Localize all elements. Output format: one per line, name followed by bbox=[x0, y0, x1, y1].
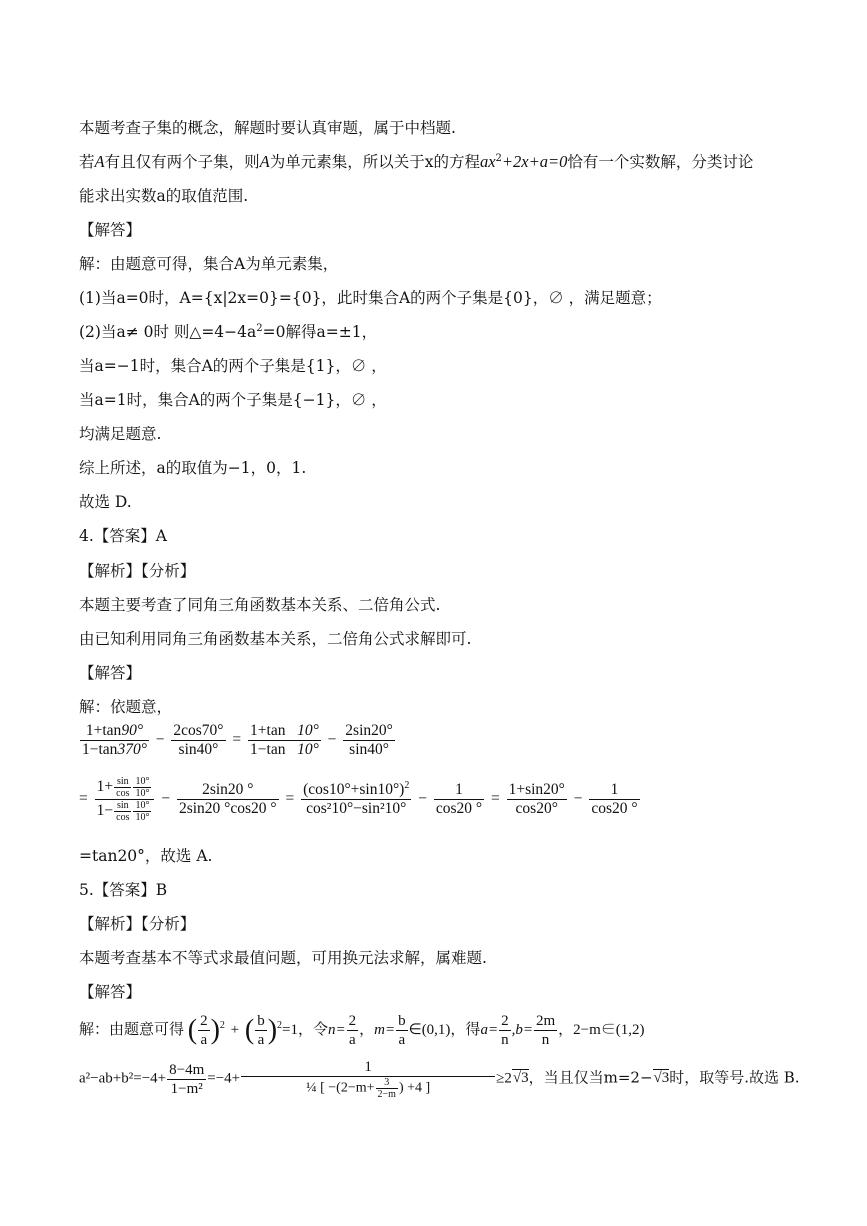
math-text: cos bbox=[116, 788, 130, 799]
math-text: sin bbox=[114, 800, 131, 812]
text-span: ，当且仅当m=2− bbox=[528, 1068, 653, 1087]
equation-line-1 bbox=[79, 722, 396, 759]
fraction bbox=[499, 1012, 511, 1049]
operator: − bbox=[155, 731, 165, 749]
math-text: 370° bbox=[117, 741, 147, 758]
math-text: 1− bbox=[96, 802, 114, 820]
math-text: 3 bbox=[661, 1070, 670, 1087]
math-text: ≥2 bbox=[496, 1070, 512, 1087]
text-line: 由已知利用同角三角函数基本关系，二倍角公式求解即可. bbox=[79, 630, 472, 648]
operator: − bbox=[327, 731, 337, 749]
math-span: A bbox=[259, 152, 270, 171]
equation-line-2 bbox=[79, 776, 641, 823]
math-text: 1−tan bbox=[82, 741, 118, 758]
text-span: (2)当a≠ 0时 则△=4−4a bbox=[79, 323, 257, 341]
math-text: 1+tan bbox=[85, 722, 122, 739]
math-text: 2 bbox=[200, 1013, 208, 1029]
text-span: =1，令 bbox=[282, 1021, 329, 1038]
superscript: 2 bbox=[256, 323, 263, 334]
sqrt: √3 bbox=[653, 1070, 670, 1087]
fraction bbox=[248, 722, 321, 759]
math-text: n bbox=[541, 1032, 550, 1048]
superscript: 2 bbox=[277, 1019, 283, 1031]
math-text: a= bbox=[480, 1021, 499, 1038]
math-text: cos20 ° bbox=[591, 800, 638, 817]
superscript: 2 bbox=[404, 780, 410, 791]
math-text: 10° bbox=[135, 776, 150, 787]
small-fraction bbox=[133, 776, 151, 799]
text-line bbox=[79, 152, 753, 172]
text-line: =tan20°，故选 A. bbox=[79, 847, 213, 865]
text-line: 解：依题意， bbox=[79, 698, 173, 716]
math-text: 10° bbox=[297, 722, 319, 739]
math-span: +2x+a=0 bbox=[501, 152, 568, 171]
math-text: (cos10°+sin10°) bbox=[303, 781, 405, 798]
math-text: ) +4 ] bbox=[398, 1080, 431, 1096]
operator: = bbox=[285, 790, 295, 808]
math-text: b bbox=[398, 1013, 406, 1029]
text-span: 若 bbox=[79, 153, 95, 171]
answer-heading: 4.【答案】A bbox=[79, 527, 167, 545]
math-text: cos20 ° bbox=[435, 800, 483, 817]
text-span: ， bbox=[359, 1021, 375, 1038]
text-line: 能求出实数a的取值范围. bbox=[79, 187, 249, 205]
small-fraction bbox=[114, 800, 131, 823]
text-line: 本题考查子集的概念，解题时要认真审题，属于中档题. bbox=[79, 119, 456, 137]
text-line: 均满足题意. bbox=[79, 425, 162, 443]
equation-line-3: 解：由题意可得 ( $\frac{2}{a}$ )$^2$ + ( $\frac{b}{a}$ )$^2$=1，令n= $\frac{2}{a}$ ，m= $\frac{b}{a}$ ∈(0,1)，得a= $\frac{2}{n}$ ,b= $\frac{2m}{n}$ ，2−m∈(1,2) bbox=[79, 1013, 645, 1048]
operator: − bbox=[573, 790, 583, 808]
operator: = bbox=[490, 790, 500, 808]
text-span: 有且仅有两个子集，则 bbox=[104, 153, 260, 171]
text-span: 时，取等号.故选 B. bbox=[669, 1068, 800, 1087]
math-text: ¼ bbox=[306, 1080, 317, 1096]
math-text: 1+tan bbox=[250, 722, 286, 739]
math-text: 1+sin20° bbox=[508, 781, 565, 798]
equation-line-4 bbox=[79, 1058, 800, 1100]
math-text: 1 bbox=[589, 781, 639, 800]
fraction bbox=[177, 781, 279, 818]
text-line: 当a=1时，集合A的两个子集是{−1}，∅ ， bbox=[79, 391, 387, 409]
fraction bbox=[301, 781, 411, 818]
fraction bbox=[241, 1058, 495, 1100]
small-fraction bbox=[376, 1077, 398, 1100]
math-text: 1−m² bbox=[170, 1080, 203, 1097]
small-fraction bbox=[133, 800, 151, 823]
math-text: 2cos70° bbox=[173, 722, 224, 739]
math-text: 2−m bbox=[377, 1089, 396, 1100]
fraction bbox=[198, 1012, 210, 1049]
math-text: cos²10°−sin²10° bbox=[306, 800, 407, 817]
fraction bbox=[589, 781, 639, 818]
math-text: sin bbox=[114, 776, 131, 788]
math-text: cos bbox=[116, 812, 130, 823]
fraction bbox=[507, 781, 567, 818]
math-text: b bbox=[257, 1013, 265, 1029]
math-text: a bbox=[200, 1032, 208, 1048]
math-text: n bbox=[501, 1032, 509, 1048]
math-text: 1+ bbox=[96, 778, 114, 796]
section-label: 【解析】【分析】 bbox=[79, 562, 196, 580]
text-line: 综上所述，a的取值为−1，0，1. bbox=[79, 459, 307, 477]
fraction bbox=[167, 1061, 206, 1098]
operator: − bbox=[161, 790, 171, 808]
math-text: sin40° bbox=[349, 741, 389, 758]
math-text: 10° bbox=[135, 812, 150, 823]
math-text: 1 bbox=[434, 781, 484, 800]
operator: = bbox=[232, 731, 242, 749]
superscript: 2 bbox=[219, 1019, 225, 1031]
text-span: 解：由题意可得 bbox=[79, 1019, 185, 1038]
math-text: 1 bbox=[241, 1058, 495, 1077]
math-text: ,b= bbox=[511, 1021, 533, 1038]
fraction bbox=[434, 781, 484, 818]
text-span: 为单元素集，所以关于x的方程 bbox=[269, 153, 480, 171]
text-span: ∈(0,1)，得 bbox=[408, 1021, 481, 1038]
fraction bbox=[343, 722, 395, 759]
fraction bbox=[396, 1012, 408, 1049]
superscript: 2 bbox=[495, 153, 502, 164]
fraction bbox=[347, 1012, 359, 1049]
math-text: 8−4m bbox=[169, 1061, 205, 1078]
math-text: 3 bbox=[376, 1077, 398, 1089]
math-text: 10° bbox=[297, 741, 319, 758]
math-text: 2sin20 °cos20 ° bbox=[178, 800, 277, 817]
math-text: [ −(2−m+ bbox=[320, 1080, 375, 1096]
math-text: n= bbox=[328, 1021, 346, 1038]
text-span: ，2−m∈(1,2) bbox=[558, 1021, 645, 1038]
operator: = bbox=[79, 790, 88, 808]
math-span: A bbox=[94, 152, 105, 171]
fraction bbox=[171, 722, 225, 759]
math-text: a bbox=[257, 1032, 265, 1048]
math-text: cos20° bbox=[515, 800, 558, 817]
fraction bbox=[95, 776, 155, 823]
section-label: 【解答】 bbox=[79, 221, 142, 239]
math-span: ax bbox=[479, 152, 496, 171]
text-line: 本题主要考查了同角三角函数基本关系、二倍角公式. bbox=[79, 596, 441, 614]
math-text: a²−ab+b²=−4+ bbox=[79, 1070, 167, 1087]
math-text: =−4+ bbox=[207, 1070, 241, 1087]
text-line: 故选 D. bbox=[79, 493, 132, 511]
math-text: 3 bbox=[521, 1070, 529, 1087]
math-text: a bbox=[349, 1032, 356, 1048]
text-span: 恰有一个实数解，分类讨论 bbox=[567, 153, 754, 171]
math-text: 90° bbox=[121, 722, 144, 739]
fraction bbox=[80, 722, 149, 759]
section-label: 【解答】 bbox=[79, 983, 142, 1001]
text-line: 解：由题意可得，集合A为单元素集， bbox=[79, 255, 339, 273]
math-text: m= bbox=[374, 1021, 396, 1038]
math-text: 2sin20 ° bbox=[177, 781, 279, 800]
math-text: 10° bbox=[135, 788, 150, 799]
fraction bbox=[255, 1012, 267, 1049]
text-line: (1)当a=0时，A={x|2x=0}={0}，此时集合A的两个子集是{0}，∅ ，满足题意； bbox=[79, 289, 662, 307]
math-text: 2 bbox=[501, 1013, 509, 1029]
section-label: 【解答】 bbox=[79, 664, 142, 682]
math-text: 2 bbox=[348, 1013, 357, 1029]
text-span: =0解得a=±1， bbox=[262, 323, 378, 341]
math-text: 1−tan bbox=[250, 741, 286, 758]
sqrt: √3 bbox=[512, 1070, 529, 1087]
small-fraction bbox=[114, 776, 131, 799]
text-line: 本题考查基本不等式求最值问题，可用换元法求解，属难题. bbox=[79, 949, 487, 967]
math-text: 2m bbox=[535, 1013, 556, 1029]
operator: − bbox=[418, 790, 427, 808]
text-line: 当a=−1时，集合A的两个子集是{1}，∅ ， bbox=[79, 357, 387, 375]
operator: + bbox=[230, 1021, 240, 1038]
math-text: sin40° bbox=[178, 741, 219, 758]
math-text: 2sin20° bbox=[345, 722, 393, 739]
text-line bbox=[79, 322, 377, 342]
section-label: 【解析】【分析】 bbox=[79, 915, 196, 933]
fraction bbox=[534, 1012, 557, 1049]
answer-heading: 5.【答案】B bbox=[79, 881, 168, 899]
math-text: a bbox=[398, 1032, 406, 1048]
math-text: 10° bbox=[135, 800, 150, 811]
